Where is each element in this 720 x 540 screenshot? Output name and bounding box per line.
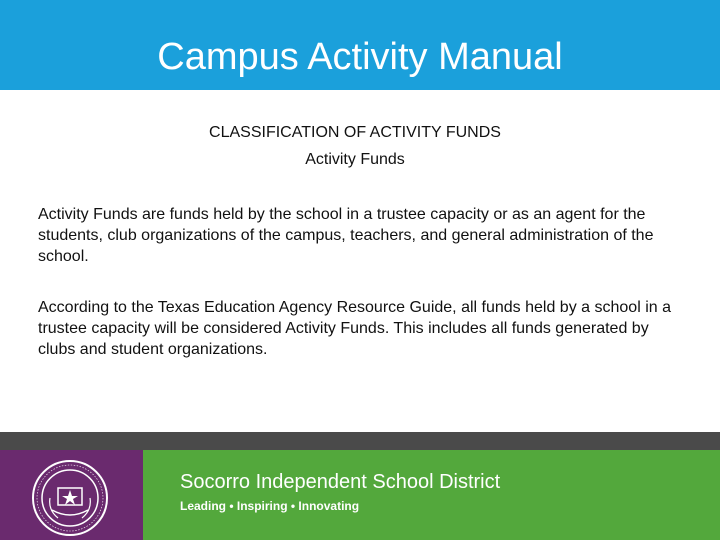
title-bar (0, 0, 720, 90)
paragraph-tea-guide: According to the Texas Education Agency Resource Guide, all funds held by a school in a trustee capacity will be considered Activity Funds. This includes all funds generated by clubs and student organizations. (38, 299, 671, 358)
district-name: Socorro Independent School District (180, 471, 501, 493)
page-title: Campus Activity Manual (157, 35, 563, 78)
paragraph-definition: Activity Funds are funds held by the school in a trustee capacity or as an agent for the students, club organizations of the campus, teachers, and general administration of the school. (38, 206, 654, 265)
district-tagline: Leading • Inspiring • Innovating (180, 499, 360, 513)
section-subheading: Activity Funds (305, 151, 405, 168)
district-seal-icon (30, 458, 110, 538)
section-heading: CLASSIFICATION OF ACTIVITY FUNDS (209, 124, 501, 141)
footer-divider (0, 432, 720, 450)
